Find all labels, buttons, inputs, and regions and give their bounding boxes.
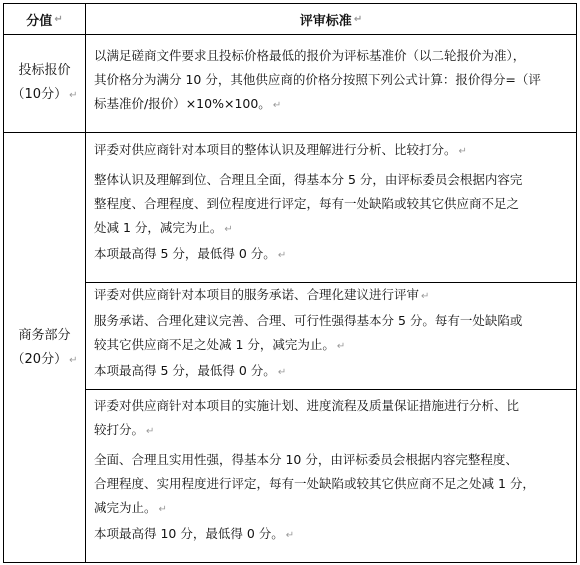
paragraph-mark: ↵ [353, 13, 363, 25]
criteria-line: 整程度、合理程度、到位程度进行评定，每有一处缺陷或较其它供应商不足之 [94, 196, 520, 211]
header-score-column [4, 4, 85, 34]
business-label-cell [4, 133, 85, 564]
header-score-label: 分值 [26, 13, 53, 29]
header-row-divider [4, 34, 576, 35]
criteria-line: 较其它供应商不足之处减 1 分，减完为止。 ↵ [94, 337, 346, 352]
price-score: （10分） [11, 87, 68, 102]
criteria-max-score: 本项最高得 10 分，最低得 0 分。 ↵ [94, 526, 295, 541]
criteria-line: 标基准价/报价）×10%×100。 ↵ [94, 96, 282, 111]
column-divider [85, 4, 86, 562]
criteria-line: 合理程度、实用程度进行评定，每有一处缺陷或较其它供应商不足之处减 1 分， [94, 476, 535, 491]
implementation-plan-criteria [94, 394, 572, 548]
criteria-line: 评委对供应商针对本项目的整体认识及理解进行分析、比较打分。 ↵ [94, 142, 467, 157]
criteria-line: 整体认识及理解到位、合理且全面，得基本分 5 分，由评标委员会根据内容完 [94, 172, 523, 187]
service-commitment-criteria [94, 283, 572, 385]
criteria-max-score: 本项最高得 5 分，最低得 0 分。 ↵ [94, 363, 287, 378]
overall-understanding-criteria [94, 138, 572, 268]
business-label: 商务部分 [18, 328, 71, 343]
criteria-line: 全面、合理且实用性强，得基本分 10 分，由评标委员会根据内容完整程度、 [94, 452, 518, 467]
criteria-line: 评委对供应商针对本项目的服务承诺、合理化建议进行评审 ↵ [94, 287, 430, 302]
scoring-table [3, 3, 577, 563]
subrow-divider-2 [86, 389, 576, 390]
price-label: 投标报价 [18, 63, 71, 78]
paragraph-mark: ↵ [69, 355, 78, 366]
header-criteria-column [86, 4, 576, 34]
criteria-line: 减完为止。 ↵ [94, 500, 167, 515]
criteria-line: 服务承诺、合理化建议完善、合理、可行性强得基本分 5 分。每有一处缺陷或 [94, 313, 523, 328]
price-criteria-cell [94, 44, 572, 118]
price-label-cell [4, 35, 85, 132]
price-row-divider [4, 132, 576, 133]
criteria-line: 处减 1 分，减完为止。 ↵ [94, 220, 233, 235]
paragraph-mark: ↵ [69, 90, 78, 101]
criteria-line: 较打分。 ↵ [94, 422, 155, 437]
criteria-max-score: 本项最高得 5 分，最低得 0 分。 ↵ [94, 246, 287, 261]
paragraph-mark: ↵ [54, 13, 63, 25]
business-score: （20分） [11, 352, 68, 367]
header-criteria-label: 评审标准 [299, 13, 352, 29]
criteria-line: 评委对供应商针对本项目的实施计划、进度流程及质量保证措施进行分析、比 [94, 398, 520, 413]
criteria-line: 其价格分为满分 10 分，其他供应商的价格分按照下列公式计算：报价得分=（评 [94, 72, 541, 87]
criteria-line: 以满足磋商文件要求且投标价格最低的报价为评标基准价（以二轮报价为准）， [94, 48, 526, 63]
